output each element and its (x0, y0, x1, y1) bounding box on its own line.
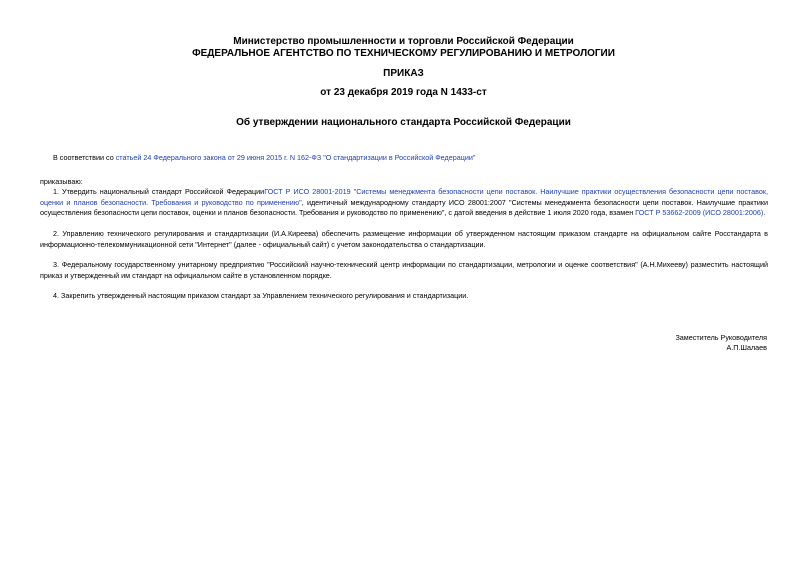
law-link[interactable]: статьей 24 Федерального закона от 29 июня 2015 г. N 162-ФЗ "О стандартизации в Российской Федерации" (115, 153, 476, 162)
signature-name: А.П.Шалаев (726, 343, 767, 352)
preamble (40, 153, 768, 164)
item-4: 4. Закрепить утвержденный настоящим приказом стандарт за Управлением технического регулирования и стандартизации. (53, 291, 469, 300)
item-1-mid: , идентичный международному стандарту ИСО 28001:2007 "Системы менеджмента безопасности цепи поставок. Наилучшие практики осуществления безопасности цепи поставок, оценки и планов безопасности. Требования и руководство по применению", с датой введения в действие 1 июля 2020 года, взамен (40, 197, 768, 217)
preamble-lead: В соответствии со (53, 153, 116, 162)
item-1-lead: 1. Утвердить национальный стандарт Российской Федерации (53, 187, 265, 196)
agency-title: ФЕДЕРАЛЬНОЕ АГЕНТСТВО ПО ТЕХНИЧЕСКОМУ РЕГУЛИРОВАНИЮ И МЕТРОЛОГИИ (192, 48, 615, 59)
standard-link[interactable]: ГОСТ Р ИСО 28001-2019 "Системы менеджмента безопасности цепи поставок. Наилучшие практики осуществления безопасности цепи поставок, оценки и планов безопасности. Требования и руководство по применению" (40, 187, 768, 207)
order-word: приказываю: (40, 177, 83, 186)
item-2: 2. Управлению технического регулирования и стандартизации (И.А.Киреева) обеспечить размещение информации об утвержденном настоящим приказом стандарте на официальном сайте Росстандарта в информационно-телекоммуникационной сети "Интернет" (далее - официальный сайт) с учетом законодательства о стандартизации. (40, 229, 768, 249)
doc-subject: Об утверждении национального стандарта Российской Федерации (236, 117, 571, 128)
ministry-title: Министерство промышленности и торговли Российской Федерации (233, 36, 574, 47)
signature-position: Заместитель Руководителя (675, 333, 767, 342)
item-1-end: . (763, 208, 766, 217)
item-1 (40, 187, 768, 219)
doc-date-number: от 23 декабря 2019 года N 1433-ст (320, 87, 487, 98)
item-3: 3. Федеральному государственному унитарному предприятию "Российский научно-технический центр информации по стандартизации, метрологии и оценке соответствия" (А.Н.Михееву) разместить настоящий приказ и утвержденный им стандарт на официальном сайте в установленном порядке. (40, 260, 768, 280)
doc-type: ПРИКАЗ (383, 68, 424, 79)
replaced-standard-link[interactable]: ГОСТ Р 53662-2009 (ИСО 28001:2006) (635, 208, 764, 217)
